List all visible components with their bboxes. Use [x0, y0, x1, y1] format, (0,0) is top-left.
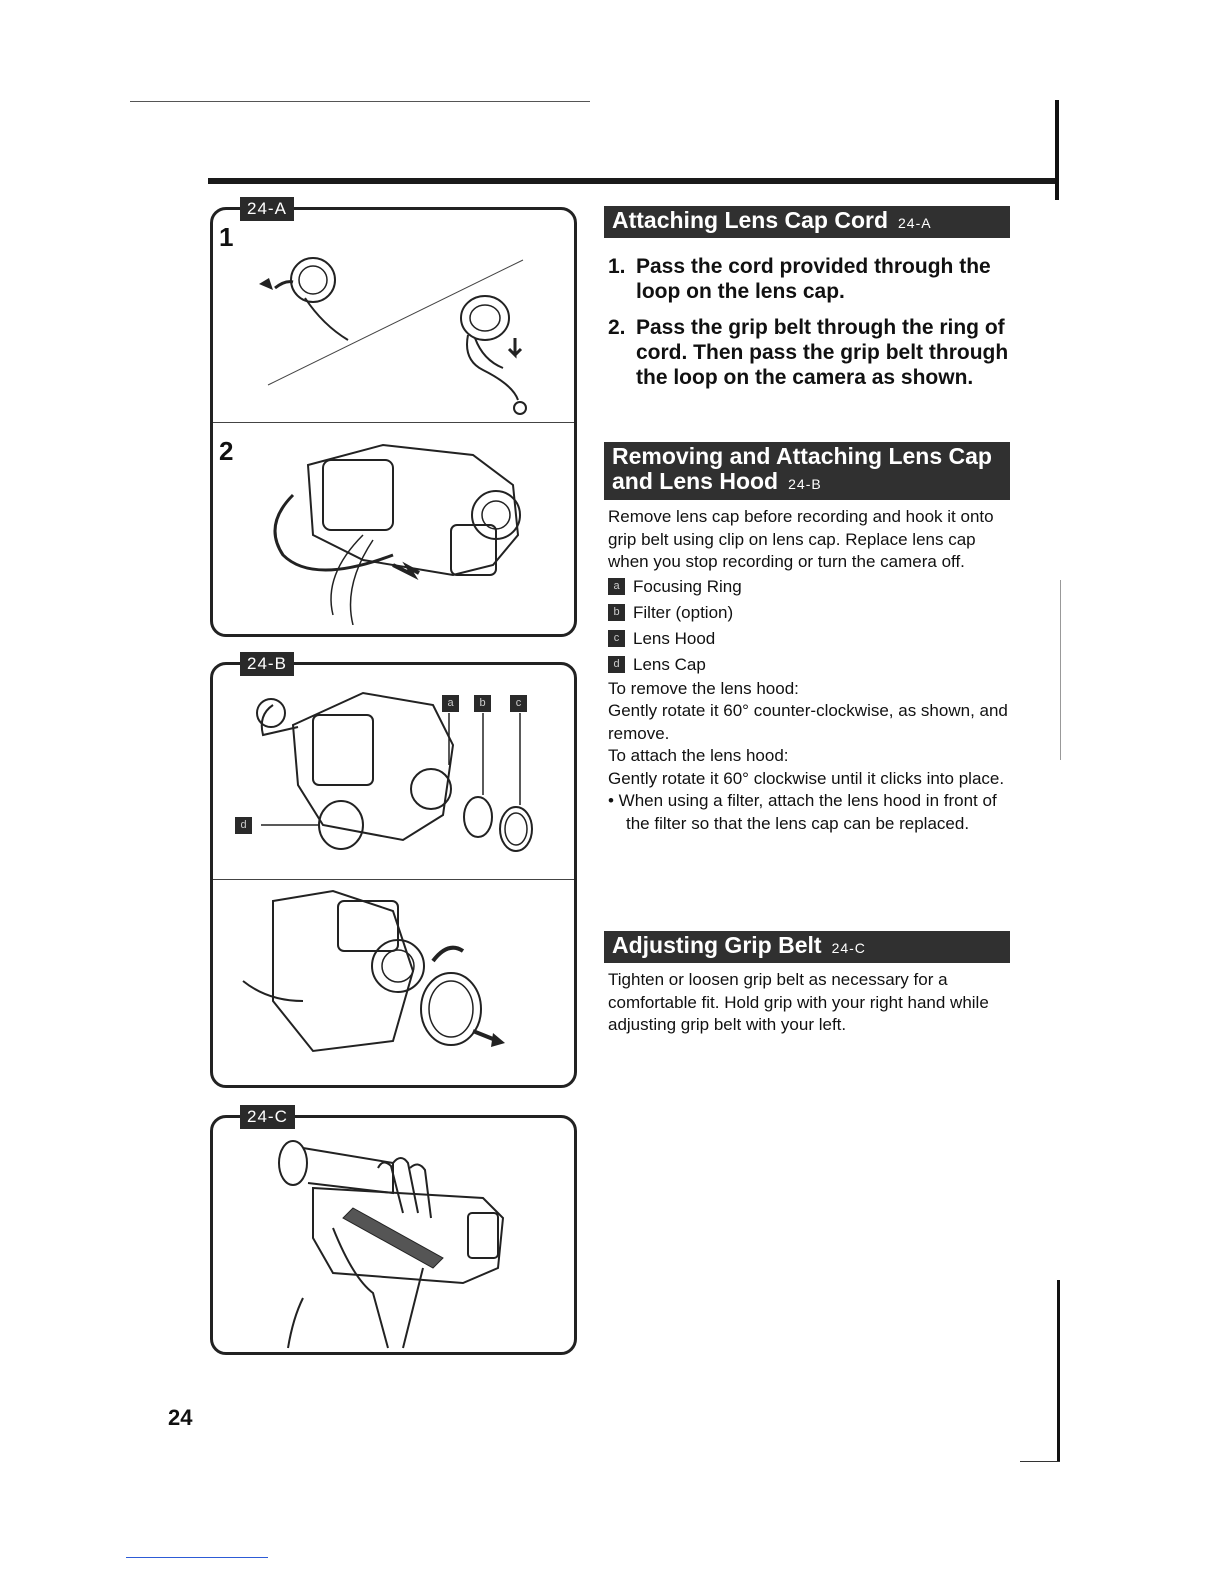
legend-item: [608, 574, 1010, 600]
grip-belt-text: Tighten or loosen grip belt as necessary for a comfortable fit. Hold grip with your right hand while adjusting grip belt with your left.: [608, 970, 989, 1034]
header-rule: [208, 178, 1058, 184]
legend-item: [608, 600, 1010, 626]
figure-divider: [213, 879, 574, 880]
footer-rule: [1020, 1461, 1060, 1462]
figure-tag: 24-C: [240, 1105, 295, 1129]
step-item: [608, 315, 1018, 390]
step-number: 2: [219, 436, 234, 466]
legend-item: [608, 652, 1010, 678]
section-title: Adjusting Grip Belt: [612, 932, 822, 958]
top-rule: [130, 101, 590, 102]
grip-belt-body: [608, 969, 998, 1037]
figure-tag: 24-A: [240, 197, 294, 221]
step-num: 2.: [608, 316, 626, 339]
lens-hood-body: [608, 506, 1010, 835]
step-num: 1.: [608, 255, 626, 278]
legend-label: Filter (option): [633, 602, 734, 622]
section-heading-grip-belt: [604, 931, 1010, 963]
legend-label: Lens Hood: [633, 628, 716, 648]
remove-heading: To remove the lens hood:: [608, 678, 799, 698]
figure-tag: 24-B: [240, 652, 294, 676]
section-title-line2: and Lens Hood: [612, 468, 779, 494]
section-ref: 24-A: [898, 215, 932, 231]
step-text: Pass the cord provided through the loop on the lens cap.: [636, 255, 991, 303]
legend-label: Focusing Ring: [633, 576, 742, 596]
page-number: 24: [168, 1405, 193, 1430]
grip-belt-camera-illustration: [213, 425, 574, 625]
section-ref: 24-B: [788, 476, 822, 492]
intro-text: Remove lens cap before recording and hook it onto grip belt using clip on lens cap. Replace lens cap when you stop recording or turn the camera off.: [608, 507, 994, 571]
attach-text: Gently rotate it 60° clockwise until it clicks into place.: [608, 768, 1005, 788]
figure-24c: [210, 1107, 577, 1355]
figure-24b: [210, 654, 577, 1088]
section-heading-lens-cap-cord: [604, 206, 1010, 238]
filter-note: • When using a filter, attach the lens hood in front of the filter so that the lens cap can be replaced.: [608, 791, 997, 833]
grip-belt-adjusting-illustration: [213, 1118, 574, 1352]
step-number: 1: [219, 222, 234, 252]
remove-text: Gently rotate it 60° counter-clockwise, as shown, and remove.: [608, 701, 1008, 743]
callout-a: a: [442, 695, 459, 712]
step-text: Pass the grip belt through the ring of cord. Then pass the grip belt through the loop on the camera as shown.: [636, 316, 1009, 389]
lens-cap-cord-illustration: [213, 210, 574, 422]
legend-marker: a: [608, 578, 625, 595]
callout-d: d: [235, 817, 252, 834]
callout-b: b: [474, 695, 491, 712]
attach-heading: To attach the lens hood:: [608, 746, 789, 765]
right-edge-line: [1060, 580, 1061, 760]
section-title-line1: Removing and Attaching Lens Cap: [612, 443, 992, 469]
right-edge-bar-bottom: [1057, 1280, 1060, 1462]
step-item: [608, 254, 1018, 304]
section-title: Attaching Lens Cap Cord: [612, 207, 889, 233]
legend-label: Lens Cap: [633, 654, 706, 674]
legend-marker: b: [608, 604, 625, 621]
figure-24a: [210, 199, 577, 637]
figure-divider: [213, 422, 574, 423]
lens-cap-cord-steps: [608, 254, 1018, 401]
legend-item: [608, 626, 1010, 652]
section-ref: 24-C: [831, 940, 866, 956]
legend-marker: d: [608, 656, 625, 673]
legend-marker: c: [608, 630, 625, 647]
callout-c: c: [510, 695, 527, 712]
section-heading-lens-hood: [604, 442, 1010, 500]
right-edge-bar-top: [1055, 100, 1059, 200]
link-underline: [126, 1557, 268, 1558]
lens-hood-rotation-illustration: [213, 881, 574, 1081]
